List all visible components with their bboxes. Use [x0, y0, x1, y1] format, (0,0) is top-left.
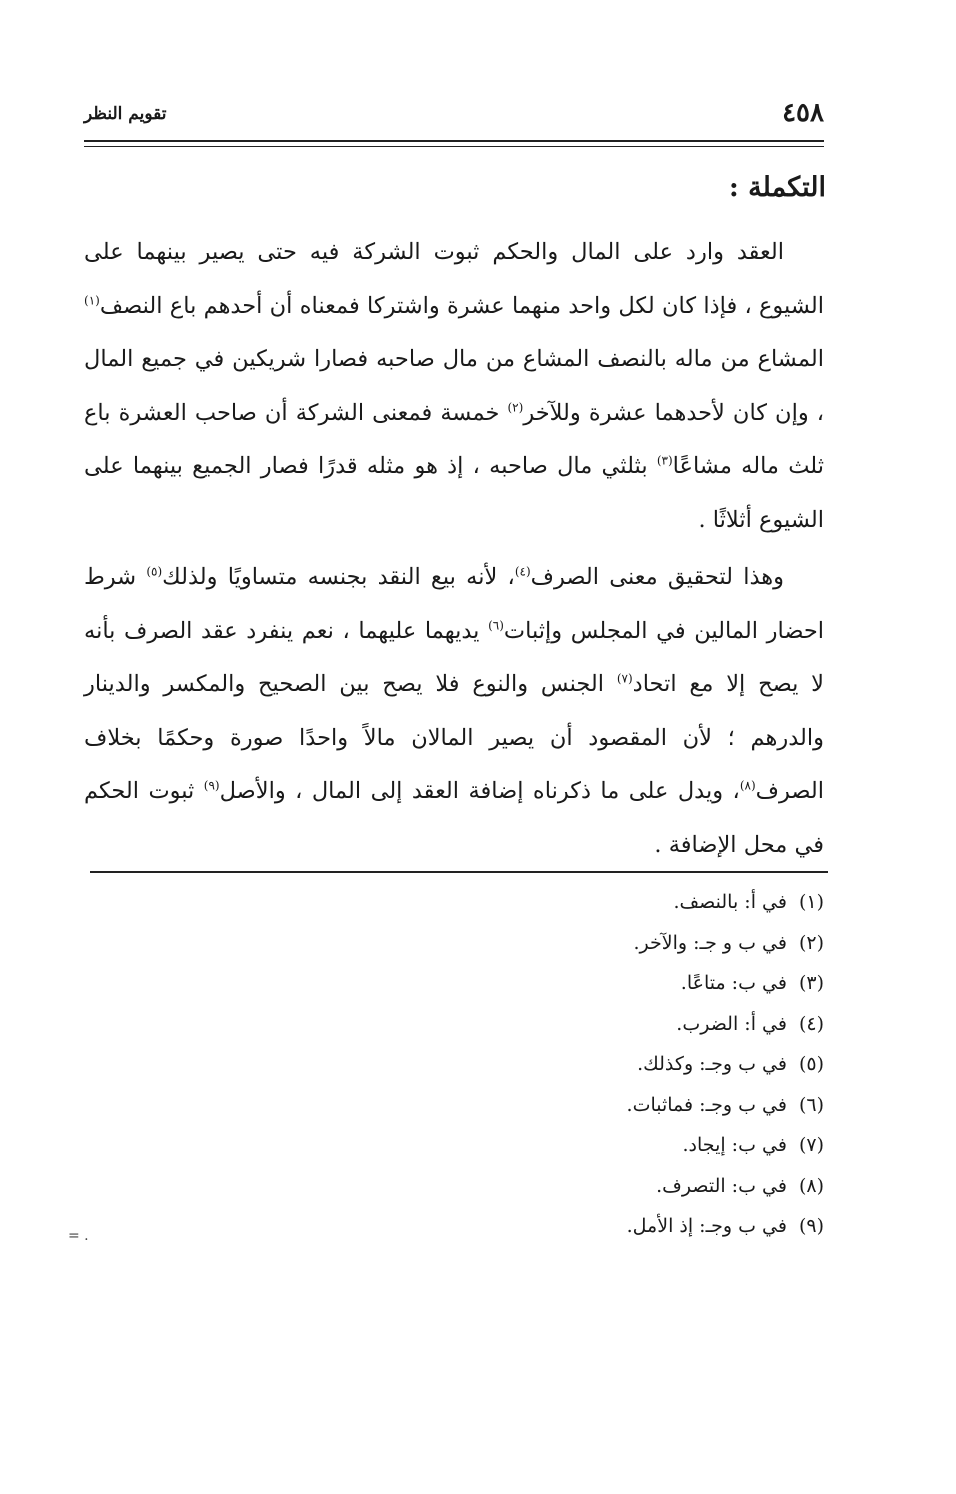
footnote [224, 1125, 824, 1166]
footnote-text: في ب وجـ: وكذلك. [637, 1053, 787, 1075]
text-segment: وهذا لتحقيق معنى الصرف [530, 564, 785, 590]
margin-mark: = . [68, 1228, 89, 1244]
page-number: ٤٥٨ [782, 98, 824, 128]
text-segment: بثلثي مال صاحبه ، إذ هو مثله قدرًا فصار الجميع بينهما على الشيوع أثلاثًا . [84, 453, 824, 533]
footnote [224, 882, 824, 923]
footnote [224, 1166, 824, 1207]
footnote-ref: (٤) [514, 564, 531, 579]
footnote-ref: (١) [84, 293, 100, 307]
footnotes-list [224, 882, 824, 1247]
footnote-number: (٤) [798, 1012, 824, 1035]
section-title: التكملة : [728, 172, 826, 203]
footnote [224, 1206, 824, 1247]
footnote-ref: (٦) [488, 618, 504, 632]
footnote-number: (١) [798, 891, 824, 913]
paragraph-1 [84, 226, 824, 547]
footnote-text: في ب وجـ: إذ الأمل. [626, 1215, 787, 1237]
footnote-text: في ب و جـ: والآخر. [633, 931, 787, 954]
text-segment: ثبوت الحكم في محل الإضافة . [84, 778, 824, 858]
footnote-ref: (٧) [616, 671, 633, 686]
footnote-text: في ب: متاعًا. [680, 972, 787, 994]
footnote [224, 1044, 824, 1085]
footnote-number: (٥) [798, 1053, 824, 1075]
footnote [224, 963, 824, 1004]
footnote-number: (٦) [798, 1093, 824, 1116]
footnote [224, 1004, 824, 1045]
footnote-ref: (٩) [203, 778, 220, 793]
footnote-number: (٧) [798, 1134, 824, 1156]
footnote-text: في ب: التصرف. [656, 1174, 787, 1197]
text-segment: العقد وارد على المال والحكم ثبوت الشركة فيه حتى يصير بينهما على الشيوع ، فإذا كان لكل واحد منهما عشرة واشتركا فمعناه أن أحدهم باع النصف [84, 239, 824, 319]
footnote-ref: (٨) [739, 778, 756, 793]
footnote-text: في أ: الضرب. [676, 1012, 787, 1035]
footnote-ref: (٢) [507, 400, 524, 414]
text-segment: شرط احضار المالين في المجلس وإثبات [84, 564, 825, 644]
header-rule [84, 140, 824, 142]
running-title: تقويم النظر [84, 104, 167, 124]
text-segment: خمسة فمعنى الشركة أن صاحب العشرة باع ثلث ماله مشاعًا [84, 399, 825, 479]
footnote-number: (٨) [798, 1174, 824, 1197]
footnote-text: في ب: إيجاد. [682, 1134, 787, 1156]
text-segment: الجنس والنوع فلا يصح بين الصحيح والمكسر والدينار والدرهم ؛ لأن المقصود أن يصير المالان مالاً واحدًا صورة وحكمًا بخلاف الصرف [84, 671, 824, 804]
footnote-separator [90, 871, 828, 873]
footnote-text: في ب وجـ: فماثبات. [626, 1093, 787, 1116]
text-segment: ، ويدل على ما ذكرناه إضافة العقد إلى المال ، والأصل [219, 778, 740, 804]
text-segment: ، لأنه بيع النقد بجنسه متساويًا ولذلك [162, 564, 515, 590]
footnote-number: (٢) [798, 931, 824, 954]
footnote [224, 923, 824, 964]
body-text [84, 226, 824, 872]
paragraph-2 [84, 551, 824, 872]
footnote [224, 1085, 824, 1126]
footnote-number: (٣) [798, 972, 824, 994]
text-segment: يديهما عليهما ، نعم ينفرد عقد الصرف بأنه لا يصح إلا مع اتحاد [84, 617, 825, 697]
page-header [84, 96, 824, 132]
footnote-ref: (٥) [146, 564, 163, 579]
text-segment: المشاع من ماله بالنصف المشاع من مال صاحبه فصارا شريكين في جميع المال ، وإن كان لأحدهما عشرة وللآخر [84, 346, 825, 426]
footnote-text: في أ: بالنصف. [673, 891, 787, 913]
footnote-number: (٩) [798, 1215, 824, 1237]
footnote-ref: (٣) [656, 453, 673, 468]
header-rule-thin [84, 146, 824, 147]
